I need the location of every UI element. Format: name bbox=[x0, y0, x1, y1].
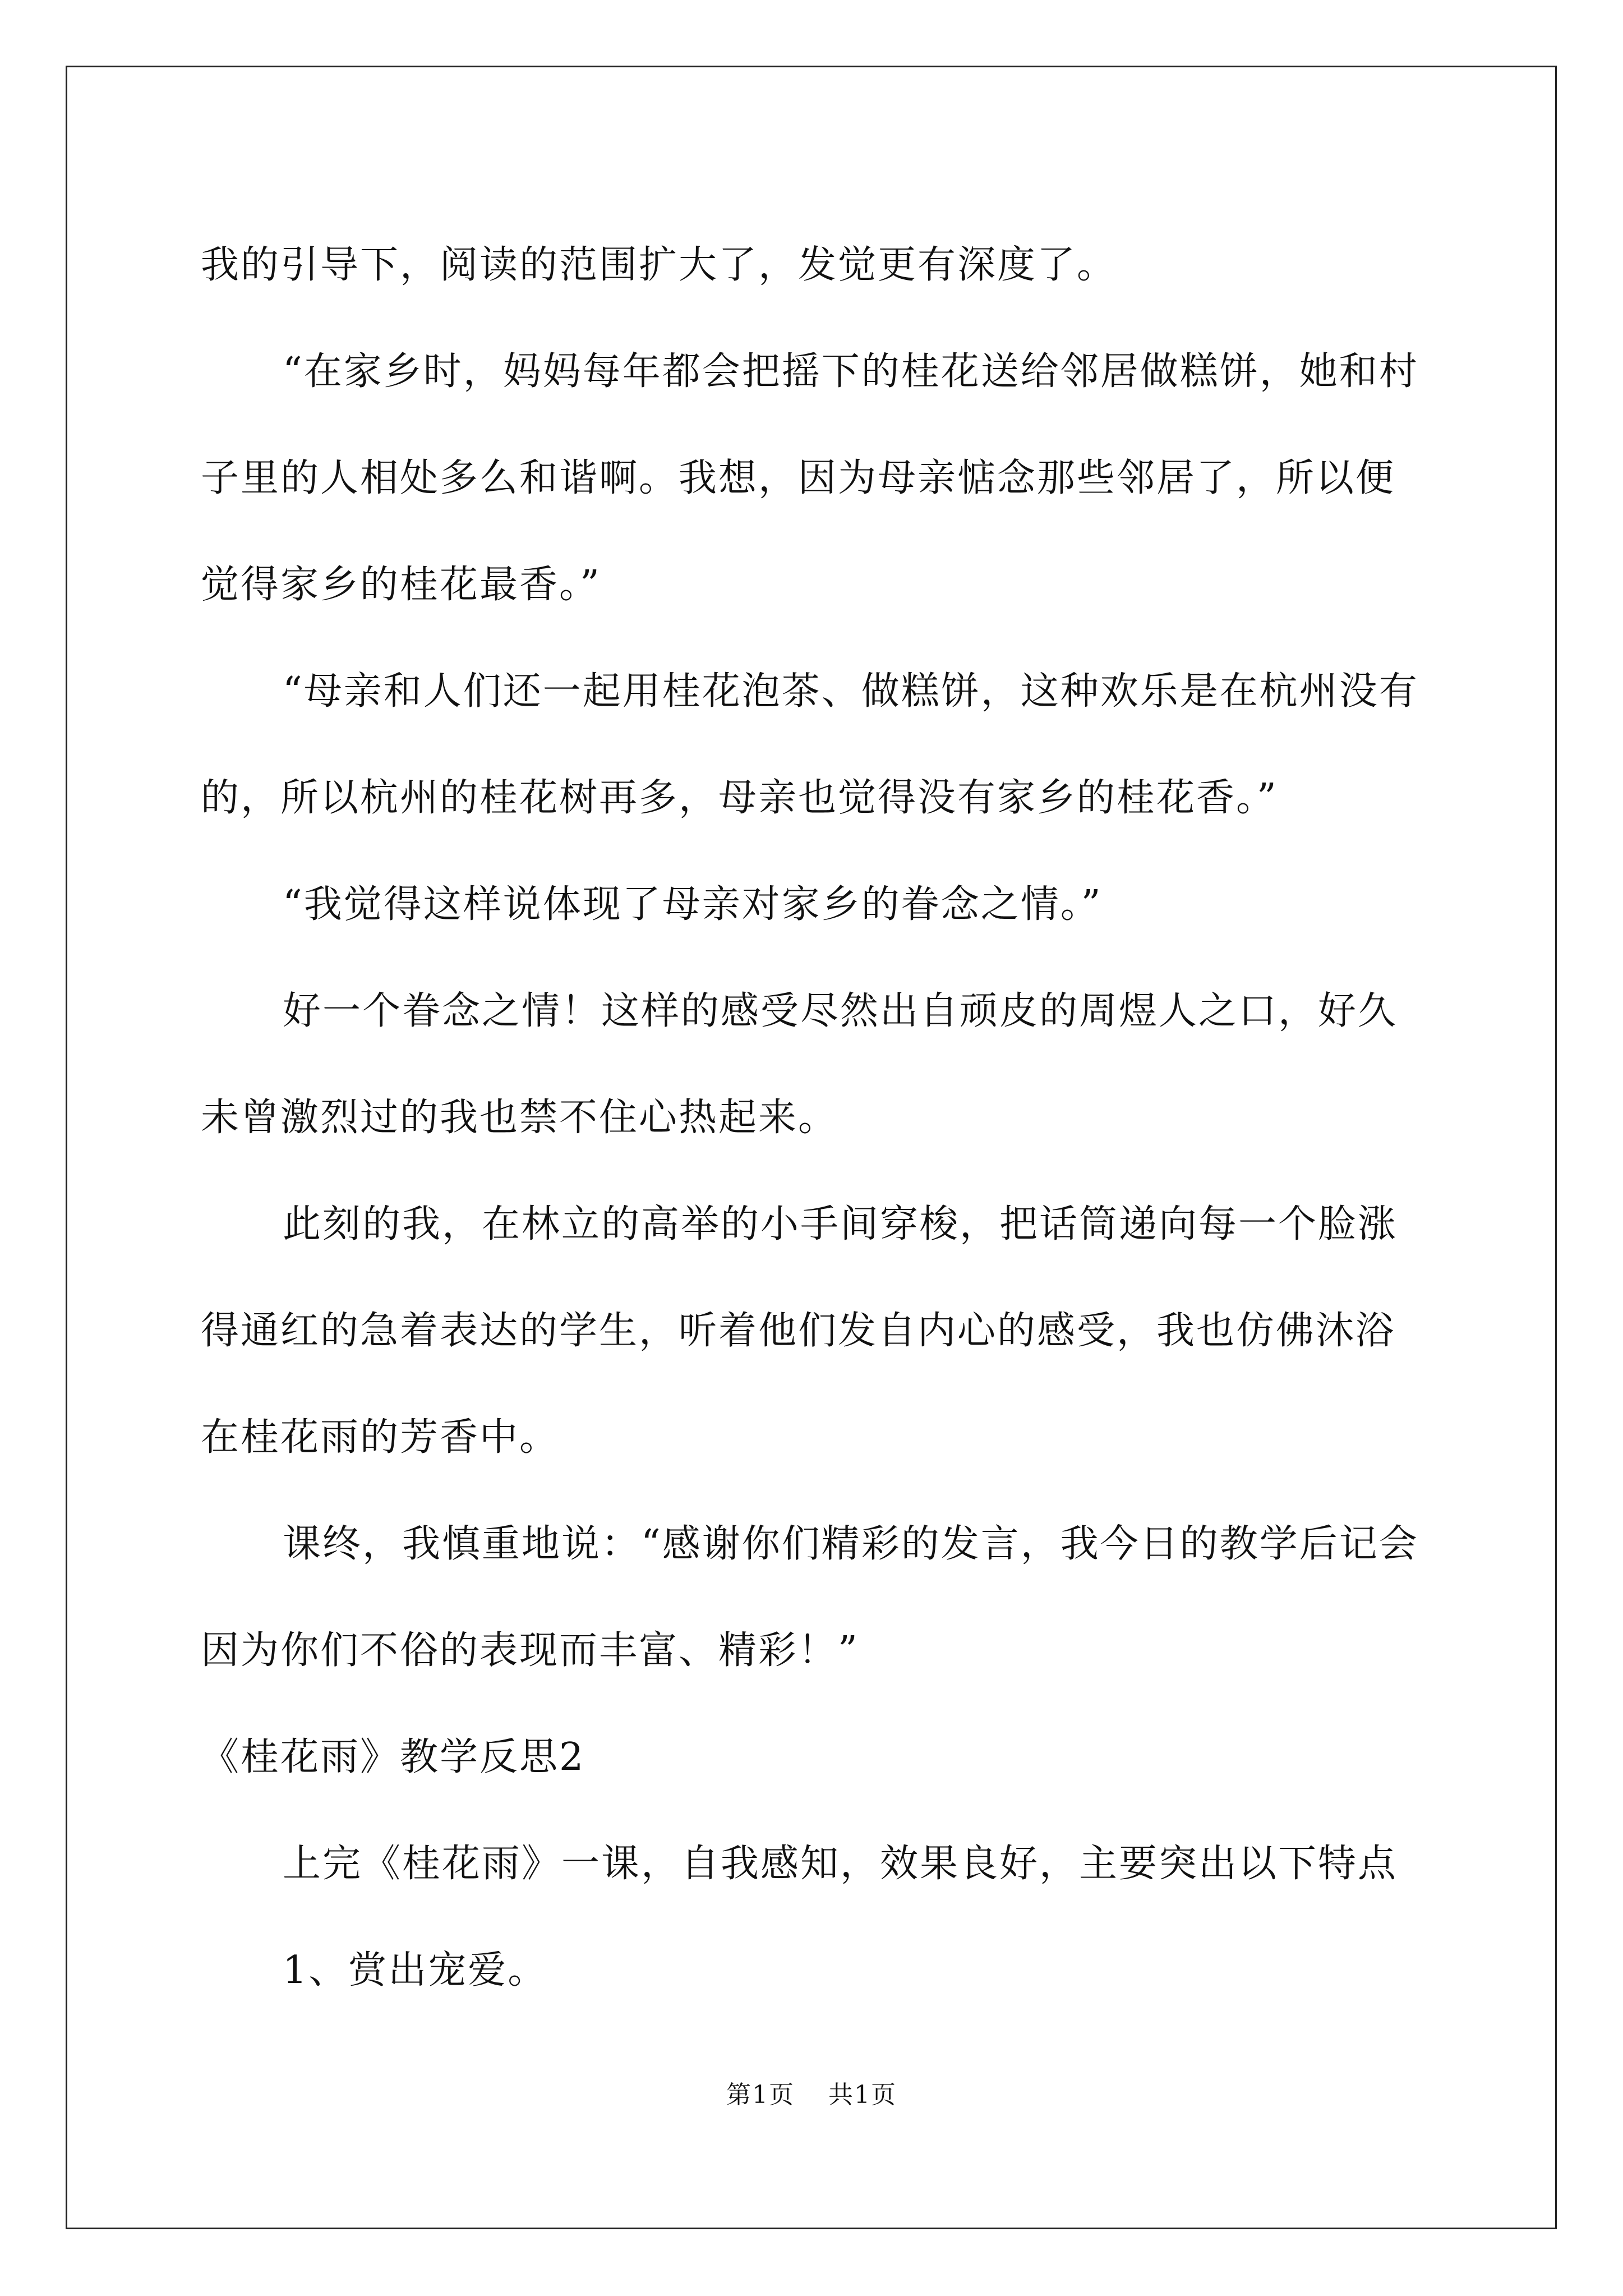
section-paragraph-2: 1、赏出宠爱。 bbox=[283, 1948, 548, 1993]
section-heading: 《桂花雨》教学反思2 bbox=[201, 1735, 585, 1779]
paragraph-5: 好一个眷念之情！这样的感受尽然出自顽皮的周煜人之口，好久未曾激烈过的我也禁不住心热起来。 bbox=[201, 989, 1398, 1140]
paragraph-3: “母亲和人们还一起用桂花泡茶、做糕饼，这种欢乐是在杭州没有的，所以杭州的桂花树再多，母亲也觉得没有家乡的桂花香。” bbox=[201, 669, 1419, 820]
document-body bbox=[201, 212, 1423, 2024]
paragraph-6: 此刻的我，在林立的高举的小手间穿梭，把话筒递向每一个脸涨得通红的急着表达的学生，听着他们发自内心的感受，我也仿佛沐浴在桂花雨的芳香中。 bbox=[201, 1202, 1398, 1460]
section-paragraph-1: 上完《桂花雨》一课，自我感知，效果良好，主要突出以下特点 bbox=[283, 1842, 1398, 1886]
paragraph-7: 课终，我慎重地说：“感谢你们精彩的发言，我今日的教学后记会因为你们不俗的表现而丰富、精彩！” bbox=[201, 1522, 1419, 1673]
paragraph-1: 我的引导下，阅读的范围扩大了，发觉更有深度了。 bbox=[201, 243, 1117, 287]
page-number-current: 第1页 bbox=[726, 2081, 795, 2109]
paragraph-4: “我觉得这样说体现了母亲对家乡的眷念之情。” bbox=[283, 882, 1103, 927]
paragraph-2: “在家乡时，妈妈每年都会把摇下的桂花送给邻居做糕饼，她和村子里的人相处多么和谐啊。我想，因为母亲惦念那些邻居了，所以便觉得家乡的桂花最香。” bbox=[201, 349, 1419, 607]
page-footer bbox=[0, 2074, 1623, 2110]
page-number-total: 共1页 bbox=[828, 2081, 897, 2109]
